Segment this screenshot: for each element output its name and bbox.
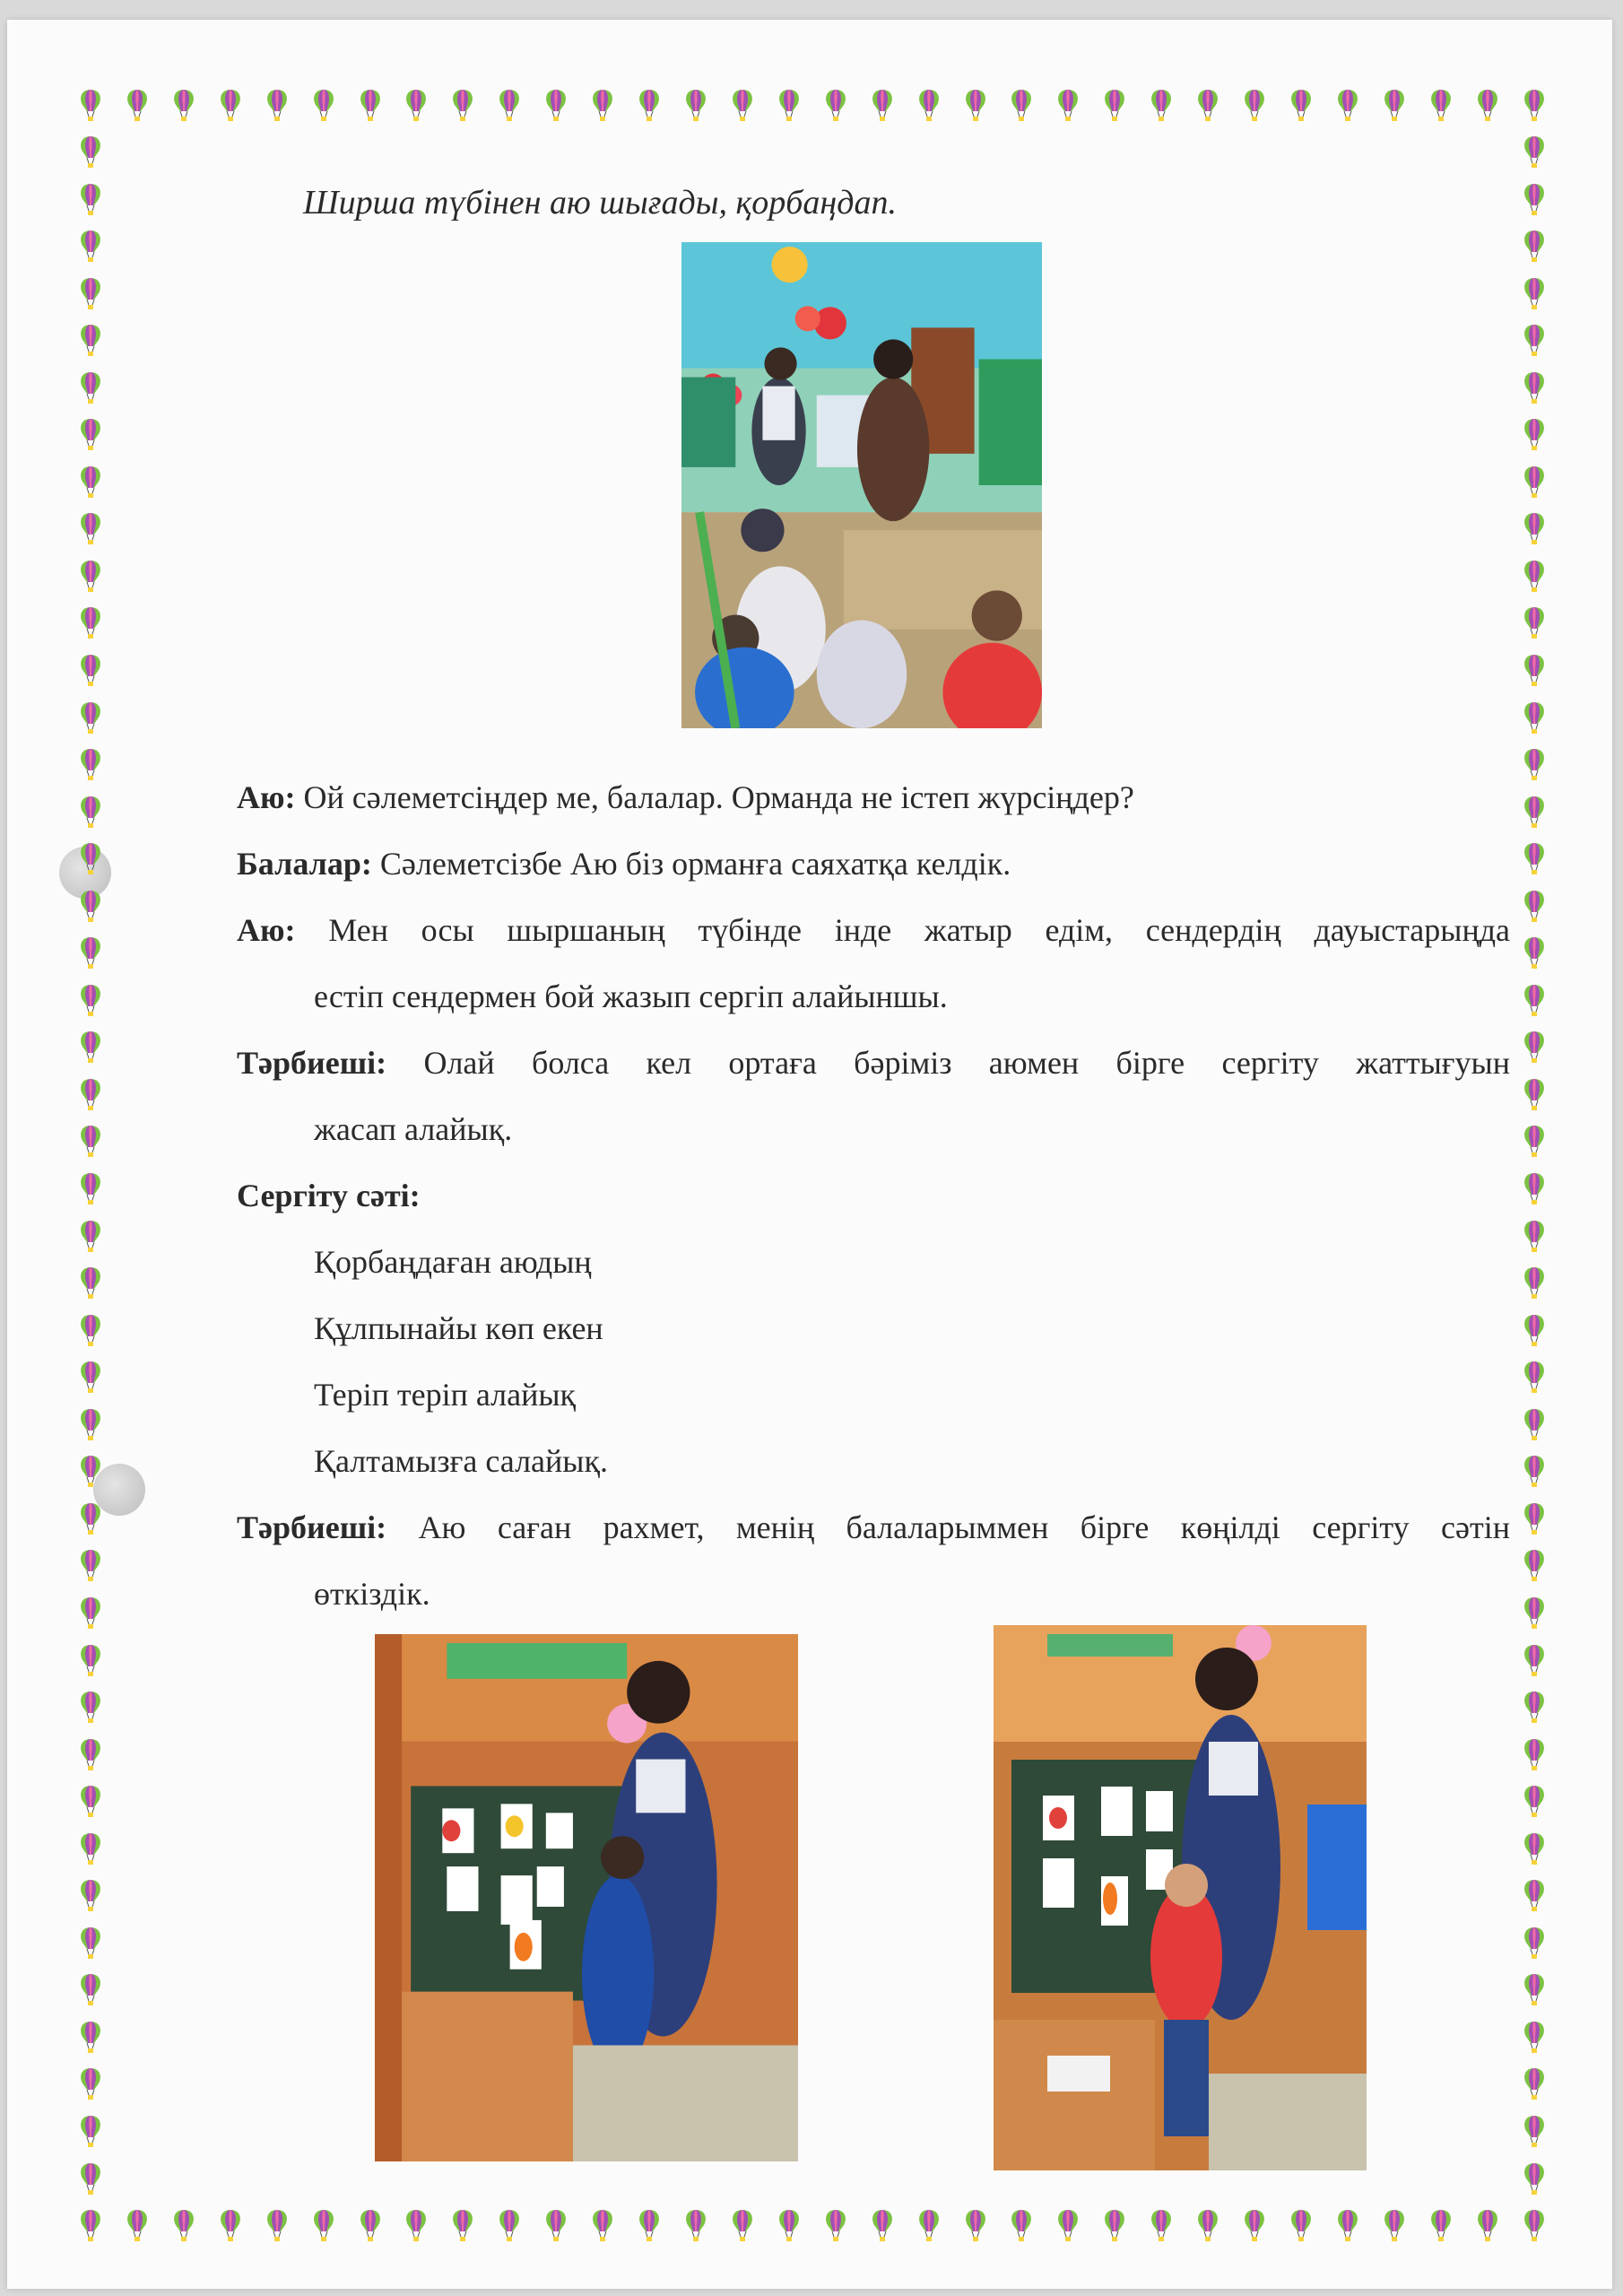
hot-air-balloon-icon	[1521, 1596, 1548, 1631]
hot-air-balloon-icon	[1428, 88, 1454, 124]
hot-air-balloon-icon	[542, 2208, 569, 2244]
hot-air-balloon-icon	[1474, 88, 1501, 124]
hot-air-balloon-icon	[77, 795, 104, 831]
hot-air-balloon-icon	[916, 2208, 942, 2244]
hot-air-balloon-icon	[1521, 1360, 1548, 1396]
hot-air-balloon-icon	[1521, 935, 1548, 971]
hot-air-balloon-icon	[77, 983, 104, 1019]
hot-air-balloon-icon	[77, 1926, 104, 1961]
hot-air-balloon-icon	[916, 88, 942, 124]
hot-air-balloon-icon	[1008, 88, 1035, 124]
hot-air-balloon-icon	[310, 88, 337, 124]
hot-air-balloon-icon	[1521, 135, 1548, 170]
hot-air-balloon-icon	[682, 88, 709, 124]
hot-air-balloon-icon	[1521, 1313, 1548, 1349]
hot-air-balloon-icon	[1008, 2208, 1035, 2244]
hot-air-balloon-icon	[1521, 182, 1548, 218]
dialogue-line-2: Балалар: Сәлеметсізбе Аю біз орманға саяхатқа келдік.	[237, 846, 1011, 882]
exercise-title: Сергіту сәті:	[237, 1178, 421, 1213]
hot-air-balloon-icon	[1521, 276, 1548, 312]
hot-air-balloon-icon	[1194, 88, 1221, 124]
hot-air-balloon-icon	[77, 2066, 104, 2102]
dialogue-text: Олай болса кел ортаға бәріміз аюмен бірге сергіту жаттығуын	[423, 1045, 1510, 1081]
hot-air-balloon-icon	[1334, 2208, 1361, 2244]
hot-air-balloon-icon	[1521, 1265, 1548, 1301]
hot-air-balloon-icon	[729, 88, 756, 124]
hot-air-balloon-icon	[77, 511, 104, 547]
balloon-border-top	[77, 88, 1548, 124]
dialogue-text: Ой сәлеметсіңдер ме, балалар. Орманда не істеп жүрсіңдер?	[303, 779, 1134, 815]
hot-air-balloon-icon	[77, 2208, 104, 2244]
hot-air-balloon-icon	[1521, 700, 1548, 736]
hot-air-balloon-icon	[77, 2020, 104, 2056]
speaker-name: Аю	[237, 912, 285, 948]
hot-air-balloon-icon	[77, 1643, 104, 1679]
hot-air-balloon-icon	[264, 2208, 291, 2244]
hot-air-balloon-icon	[1521, 1972, 1548, 2008]
hot-air-balloon-icon	[77, 1831, 104, 1867]
hot-air-balloon-icon	[1521, 1831, 1548, 1867]
closing-line: Тәрбиеші: Аю саған рахмет, менің балаларыммен бірге көңілді сергіту сәтін	[237, 1509, 1511, 1545]
hot-air-balloon-icon	[1101, 88, 1128, 124]
hot-air-balloon-icon	[77, 370, 104, 406]
hot-air-balloon-icon	[1521, 1124, 1548, 1160]
hot-air-balloon-icon	[403, 88, 430, 124]
hot-air-balloon-icon	[77, 2114, 104, 2150]
hot-air-balloon-icon	[1288, 2208, 1315, 2244]
hot-air-balloon-icon	[1521, 889, 1548, 925]
hot-air-balloon-icon	[77, 1878, 104, 1914]
hot-air-balloon-icon	[1521, 370, 1548, 406]
hot-air-balloon-icon	[1521, 465, 1548, 500]
hot-air-balloon-icon	[264, 88, 291, 124]
closing-line-cont: өткіздік.	[314, 1576, 430, 1612]
hot-air-balloon-icon	[1521, 1077, 1548, 1113]
intro-line: Ширша түбінен аю шығады, қорбаңдап.	[303, 184, 897, 222]
speaker-name: Аю	[237, 779, 285, 815]
hot-air-balloon-icon	[1288, 88, 1315, 124]
hot-air-balloon-icon	[1148, 88, 1175, 124]
poem-line: Теріп теріп алайық	[314, 1377, 577, 1413]
hot-air-balloon-icon	[1521, 229, 1548, 265]
hot-air-balloon-icon	[542, 88, 569, 124]
hot-air-balloon-icon	[869, 88, 896, 124]
hot-air-balloon-icon	[1521, 1548, 1548, 1584]
hot-air-balloon-icon	[962, 88, 989, 124]
hot-air-balloon-icon	[77, 1596, 104, 1631]
hot-air-balloon-icon	[1521, 2066, 1548, 2102]
hot-air-balloon-icon	[77, 605, 104, 641]
hot-air-balloon-icon	[1521, 417, 1548, 453]
hot-air-balloon-icon	[1428, 2208, 1454, 2244]
dialogue-line-3: Аю: Мен осы шыршаның түбінде інде жатыр едім, сендердің дауыстарыңда	[237, 912, 1511, 948]
hot-air-balloon-icon	[403, 2208, 430, 2244]
balloon-border-right	[1521, 135, 1548, 2197]
hot-air-balloon-icon	[1055, 2208, 1081, 2244]
dialogue-text: Сәлеметсізбе Аю біз орманға саяхатқа келдік.	[379, 846, 1011, 882]
hot-air-balloon-icon	[77, 1501, 104, 1537]
hot-air-balloon-icon	[77, 1219, 104, 1255]
hot-air-balloon-icon	[77, 559, 104, 595]
hot-air-balloon-icon	[77, 135, 104, 170]
hot-air-balloon-icon	[1521, 841, 1548, 877]
hot-air-balloon-icon	[124, 2208, 151, 2244]
hot-air-balloon-icon	[77, 417, 104, 453]
photo-teacher-boy-board-left	[375, 1634, 798, 2161]
hot-air-balloon-icon	[1101, 2208, 1128, 2244]
hot-air-balloon-icon	[682, 2208, 709, 2244]
hot-air-balloon-icon	[1055, 88, 1081, 124]
poem-line: Қорбаңдаған аюдың	[314, 1244, 592, 1280]
hot-air-balloon-icon	[776, 2208, 803, 2244]
hot-air-balloon-icon	[1521, 1926, 1548, 1961]
hot-air-balloon-icon	[357, 88, 384, 124]
closing-text: Аю саған рахмет, менің балаларыммен бірге көңілді сергіту сәтін	[418, 1509, 1511, 1545]
hot-air-balloon-icon	[822, 88, 849, 124]
balloon-border-left	[77, 135, 104, 2197]
photo-bear-meeting	[681, 242, 1042, 728]
hot-air-balloon-icon	[1241, 88, 1268, 124]
dialogue-text: Мен осы шыршаның түбінде інде жатыр едім, сендердің дауыстарыңда	[328, 912, 1511, 948]
hot-air-balloon-icon	[77, 700, 104, 736]
hot-air-balloon-icon	[1521, 1878, 1548, 1914]
hot-air-balloon-icon	[776, 88, 803, 124]
dialogue-line-1: Аю: Ой сәлеметсіңдер ме, балалар. Орманда не істеп жүрсіңдер?	[237, 779, 1134, 815]
hot-air-balloon-icon	[1521, 605, 1548, 641]
hot-air-balloon-icon	[1521, 511, 1548, 547]
hot-air-balloon-icon	[636, 88, 663, 124]
hot-air-balloon-icon	[77, 935, 104, 971]
hot-air-balloon-icon	[1521, 1643, 1548, 1679]
dialogue-line-4-cont: жасап алайық.	[314, 1111, 513, 1147]
hot-air-balloon-icon	[1241, 2208, 1268, 2244]
hot-air-balloon-icon	[1521, 88, 1548, 124]
hot-air-balloon-icon	[77, 229, 104, 265]
hot-air-balloon-icon	[124, 88, 151, 124]
hot-air-balloon-icon	[822, 2208, 849, 2244]
hot-air-balloon-icon	[1521, 747, 1548, 783]
dialogue-line-3-cont: естіп сендермен бой жазып сергіп алайыншы.	[314, 978, 948, 1014]
hot-air-balloon-icon	[77, 1407, 104, 1443]
hot-air-balloon-icon	[77, 889, 104, 925]
hot-air-balloon-icon	[77, 747, 104, 783]
hot-air-balloon-icon	[1521, 559, 1548, 595]
hot-air-balloon-icon	[77, 465, 104, 500]
hot-air-balloon-icon	[869, 2208, 896, 2244]
hot-air-balloon-icon	[77, 1737, 104, 1773]
photo-teacher-boy-board-right	[994, 1625, 1367, 2170]
hot-air-balloon-icon	[217, 88, 244, 124]
hot-air-balloon-icon	[1521, 1454, 1548, 1490]
hot-air-balloon-icon	[1194, 2208, 1221, 2244]
hot-air-balloon-icon	[1521, 2020, 1548, 2056]
hot-air-balloon-icon	[1521, 1030, 1548, 1065]
hot-air-balloon-icon	[77, 1454, 104, 1490]
hot-air-balloon-icon	[77, 2161, 104, 2197]
hot-air-balloon-icon	[1521, 1219, 1548, 1255]
hot-air-balloon-icon	[589, 88, 616, 124]
speaker-name: Тәрбиеші	[237, 1045, 377, 1081]
hot-air-balloon-icon	[496, 2208, 523, 2244]
hot-air-balloon-icon	[77, 1548, 104, 1584]
hot-air-balloon-icon	[1521, 1501, 1548, 1537]
hot-air-balloon-icon	[77, 653, 104, 689]
hot-air-balloon-icon	[77, 1690, 104, 1726]
balloon-border-bottom	[77, 2208, 1548, 2244]
hot-air-balloon-icon	[449, 88, 476, 124]
speaker-name: Балалар	[237, 846, 361, 882]
hot-air-balloon-icon	[77, 1313, 104, 1349]
hot-air-balloon-icon	[77, 323, 104, 359]
hot-air-balloon-icon	[77, 1030, 104, 1065]
hot-air-balloon-icon	[1334, 88, 1361, 124]
hot-air-balloon-icon	[1521, 2114, 1548, 2150]
hot-air-balloon-icon	[1521, 1737, 1548, 1773]
hot-air-balloon-icon	[170, 2208, 197, 2244]
hot-air-balloon-icon	[496, 88, 523, 124]
hot-air-balloon-icon	[77, 841, 104, 877]
hot-air-balloon-icon	[77, 276, 104, 312]
dialogue-line-4: Тәрбиеші: Олай болса кел ортаға бәріміз аюмен бірге сергіту жаттығуын	[237, 1045, 1510, 1081]
hot-air-balloon-icon	[1521, 1784, 1548, 1820]
hot-air-balloon-icon	[636, 2208, 663, 2244]
hot-air-balloon-icon	[1521, 2161, 1548, 2197]
hot-air-balloon-icon	[1521, 795, 1548, 831]
hot-air-balloon-icon	[77, 1360, 104, 1396]
hot-air-balloon-icon	[449, 2208, 476, 2244]
hot-air-balloon-icon	[1521, 2208, 1548, 2244]
hot-air-balloon-icon	[170, 88, 197, 124]
hot-air-balloon-icon	[77, 1124, 104, 1160]
hot-air-balloon-icon	[729, 2208, 756, 2244]
poem-line: Құлпынайы көп екен	[314, 1310, 603, 1346]
document-page	[7, 20, 1612, 2289]
hot-air-balloon-icon	[310, 2208, 337, 2244]
hot-air-balloon-icon	[1521, 1690, 1548, 1726]
hot-air-balloon-icon	[1521, 323, 1548, 359]
speaker-name: Тәрбиеші	[237, 1509, 377, 1545]
hot-air-balloon-icon	[77, 1972, 104, 2008]
hot-air-balloon-icon	[1381, 2208, 1408, 2244]
hot-air-balloon-icon	[1521, 1171, 1548, 1207]
hot-air-balloon-icon	[1148, 2208, 1175, 2244]
hot-air-balloon-icon	[357, 2208, 384, 2244]
poem-line: Қалтамызға салайық.	[314, 1443, 608, 1479]
hot-air-balloon-icon	[589, 2208, 616, 2244]
hot-air-balloon-icon	[77, 88, 104, 124]
hot-air-balloon-icon	[962, 2208, 989, 2244]
hot-air-balloon-icon	[1474, 2208, 1501, 2244]
hot-air-balloon-icon	[1521, 653, 1548, 689]
hot-air-balloon-icon	[1521, 983, 1548, 1019]
hot-air-balloon-icon	[1521, 1407, 1548, 1443]
hot-air-balloon-icon	[77, 182, 104, 218]
hot-air-balloon-icon	[217, 2208, 244, 2244]
hot-air-balloon-icon	[77, 1784, 104, 1820]
hot-air-balloon-icon	[77, 1265, 104, 1301]
hot-air-balloon-icon	[1381, 88, 1408, 124]
hot-air-balloon-icon	[77, 1171, 104, 1207]
hot-air-balloon-icon	[77, 1077, 104, 1113]
